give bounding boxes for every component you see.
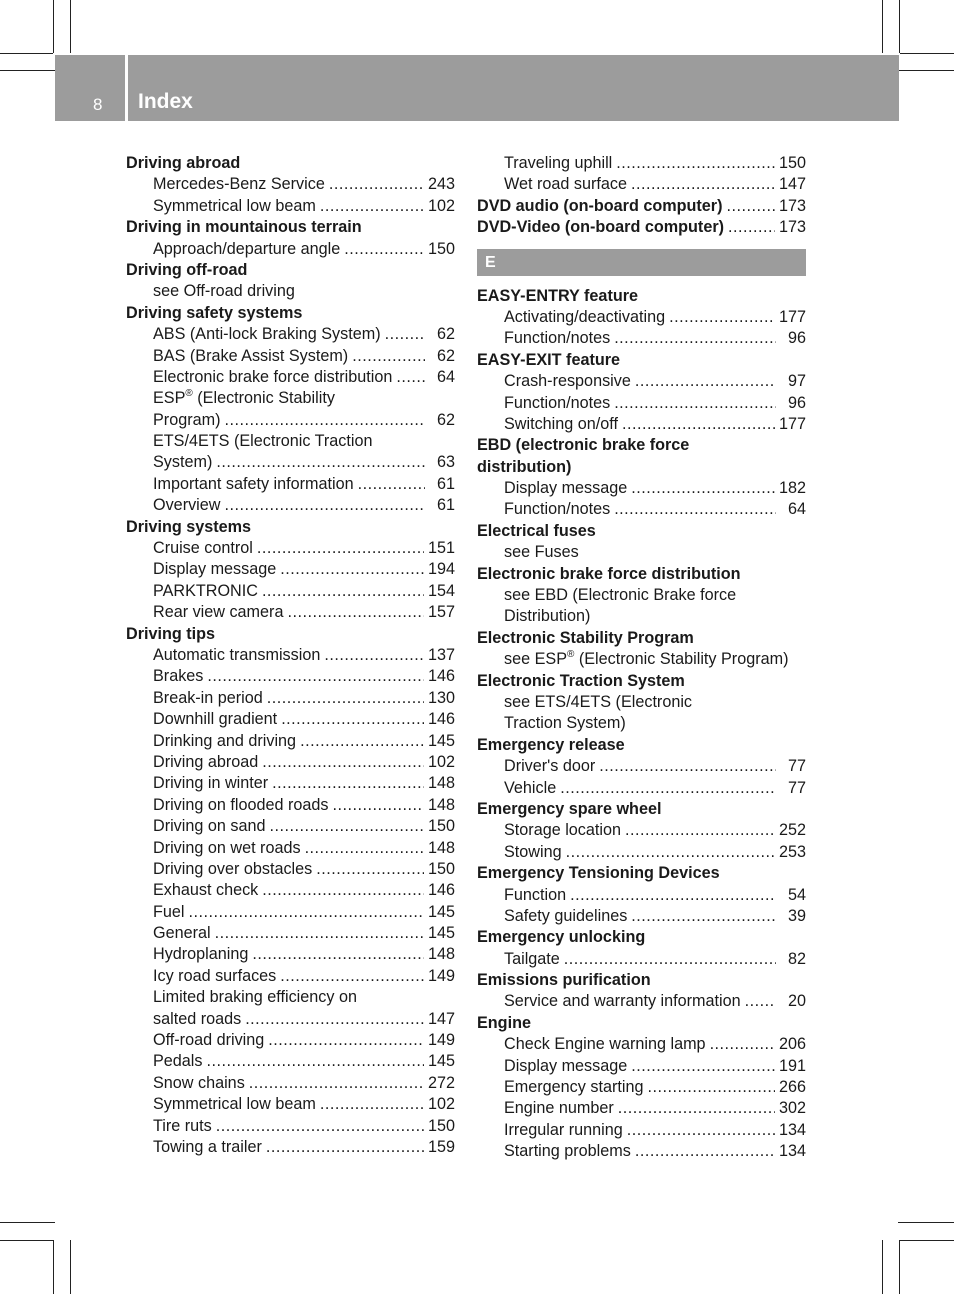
page-ref: 77 [787,757,806,776]
index-entry[interactable]: Vehicle ..... 77 [477,778,806,799]
index-entry[interactable]: Drinking and driving ..... 145 [126,731,455,752]
header-bar [55,55,899,121]
index-entry[interactable]: Snow chains ..... 272 [126,1073,455,1094]
index-entry[interactable]: PARKTRONIC ..... 154 [126,581,455,602]
index-entry[interactable]: Service and warranty information ..... 20 [477,991,806,1012]
index-entry[interactable]: Automatic transmission ..... 137 [126,645,455,666]
page-ref: 96 [787,329,806,348]
see-reference[interactable]: see Fuses [504,543,579,562]
header-divider [125,55,128,121]
index-heading: Driving systems [126,517,252,536]
page-ref: 150 [427,817,455,836]
crop-mark [899,0,900,53]
page-ref: 148 [427,795,455,814]
index-heading: Engine [477,1013,531,1032]
page-ref: 146 [427,881,455,900]
index-heading: Emergency unlocking [477,928,646,947]
index-entry[interactable]: Irregular running ..... 134 [477,1120,806,1141]
crop-mark [900,1240,954,1241]
see-reference[interactable]: see ETS/4ETS (Electronic [504,692,693,711]
index-heading: Driving off-road [126,260,248,279]
page-ref: 253 [778,842,806,861]
index-entry[interactable]: Activating/deactivating ..... 177 [477,307,806,328]
index-heading: EASY-ENTRY feature [477,286,639,305]
page-ref: 77 [787,778,806,797]
page-ref: 150 [427,859,455,878]
index-entry[interactable]: Check Engine warning lamp ..... 206 [477,1034,806,1055]
page-title: Index [138,90,193,113]
crop-mark [70,0,71,53]
index-entry[interactable]: Icy road surfaces ..... 149 [126,966,455,987]
page-ref: 206 [778,1035,806,1054]
index-entry[interactable]: Cruise control ..... 151 [126,538,455,559]
page-ref: 148 [427,945,455,964]
page-ref: 149 [427,1031,455,1050]
index-entry[interactable]: Safety guidelines ..... 39 [477,906,806,927]
index-entry[interactable]: Driving in winter ..... 148 [126,773,455,794]
page-ref: 146 [427,667,455,686]
page-ref: 61 [436,474,455,493]
index-entry[interactable]: Rear view camera ..... 157 [126,602,455,623]
index-entry[interactable]: Downhill gradient ..... 146 [126,709,455,730]
page-ref: 150 [427,1116,455,1135]
page-ref: 130 [427,688,455,707]
index-entry[interactable]: Symmetrical low beam ..... 102 [126,1094,455,1115]
index-heading: Emergency release [477,735,625,754]
index-entry[interactable]: Approach/departure angle ..... 150 [126,239,455,260]
index-entry[interactable]: Display message ..... 182 [477,478,806,499]
index-entry[interactable]: Off-road driving ..... 149 [126,1030,455,1051]
page-ref: 145 [427,731,455,750]
index-entry-line: ESP® (Electronic Stability [153,387,335,408]
index-heading: Driving in mountainous terrain [126,218,362,237]
page-ref: 150 [778,154,806,172]
index-entry[interactable]: Function ..... 54 [477,885,806,906]
index-heading: Electronic Traction System [477,671,685,690]
page-ref: 62 [436,325,455,344]
index-entry[interactable]: Hydroplaning ..... 148 [126,944,455,965]
page-ref: 149 [427,966,455,985]
index-entry[interactable]: Engine number ..... 302 [477,1098,806,1119]
index-heading: EBD (electronic brake force [477,436,690,455]
crop-mark [0,70,55,71]
index-entry[interactable]: Traveling uphill ..... 150 [477,153,806,174]
page-ref: 134 [778,1120,806,1139]
index-entry[interactable]: Driving on flooded roads ..... 148 [126,795,455,816]
page-ref: 146 [427,710,455,729]
index-entry[interactable]: Starting problems ..... 134 [477,1141,806,1162]
index-entry[interactable]: Tire ruts ..... 150 [126,1116,455,1137]
index-entry[interactable]: Mercedes-Benz Service ..... 243 [126,174,455,195]
index-entry-line: Limited braking efficiency on [153,988,357,1007]
crop-mark [0,1222,55,1223]
page-ref: 102 [427,196,455,215]
crop-mark [898,1222,954,1223]
index-heading: Emissions purification [477,971,651,990]
page-ref: 302 [778,1099,806,1118]
page-ref: 63 [436,453,455,472]
page-ref: 147 [427,1009,455,1028]
page-ref: 177 [778,307,806,326]
index-entry[interactable]: System) ..... 63 [126,452,455,473]
index-entry[interactable]: Tailgate ..... 82 [477,949,806,970]
crop-mark [70,1240,71,1294]
page-ref: 137 [427,645,455,664]
index-column-left [126,153,455,1158]
page-ref: 145 [427,902,455,921]
crop-mark [0,1240,53,1241]
crop-mark [53,0,54,53]
index-heading: Emergency spare wheel [477,799,662,818]
crop-mark [0,53,53,54]
see-reference[interactable]: Distribution) [504,607,591,626]
index-entry[interactable]: Break-in period ..... 130 [126,688,455,709]
index-heading: Emergency Tensioning Devices [477,864,720,883]
page-ref: 145 [427,924,455,943]
page-ref: 134 [778,1142,806,1161]
index-entry[interactable]: Switching on/off ..... 177 [477,414,806,435]
page-ref: 64 [436,367,455,386]
crop-mark [898,70,954,71]
index-entry[interactable]: Exhaust check ..... 146 [126,880,455,901]
index-heading: EASY-EXIT feature [477,350,621,369]
page-ref: 151 [427,539,455,558]
page-ref: 148 [427,838,455,857]
index-entry[interactable]: Wet road surface ..... 147 [477,174,806,195]
index-entry[interactable]: Stowing ..... 253 [477,842,806,863]
index-entry[interactable]: Driving abroad ..... 102 [126,752,455,773]
index-entry[interactable]: ABS (Anti-lock Braking System) ..... 62 [126,324,455,345]
page-ref: 173 [778,218,806,237]
page-ref: 150 [427,239,455,258]
index-entry[interactable]: Crash-responsive ..... 97 [477,371,806,392]
index-entry[interactable]: Emergency starting ..... 266 [477,1077,806,1098]
page-ref: 173 [778,196,806,215]
index-entry[interactable]: DVD-Video (on-board computer) ..... 173 [477,217,806,238]
index-entry[interactable]: Function/notes ..... 96 [477,393,806,414]
index-entry[interactable]: Electronic brake force distribution ..... 64 [126,367,455,388]
registered-mark: ® [567,648,575,660]
crop-mark [882,0,883,53]
crop-mark [53,1240,54,1294]
index-heading: Electronic brake force distribution [477,564,741,583]
index-heading: Electrical fuses [477,521,596,540]
page-ref: 39 [787,906,806,925]
index-entry[interactable]: salted roads ..... 147 [126,1009,455,1030]
page-ref: 252 [778,821,806,840]
index-entry[interactable]: Driving on wet roads ..... 148 [126,838,455,859]
page-ref: 148 [427,774,455,793]
registered-mark: ® [185,387,193,399]
index-entry-line: ETS/4ETS (Electronic Traction [153,432,373,451]
index-heading: Electronic Stability Program [477,628,694,647]
index-entry[interactable]: Display message ..... 194 [126,559,455,580]
page-ref: 97 [787,372,806,391]
page-ref: 20 [787,992,806,1011]
see-reference[interactable]: see Off-road driving [153,282,295,301]
index-entry[interactable]: Function/notes ..... 64 [477,499,806,520]
page-ref: 243 [427,175,455,194]
index-heading: Driving abroad [126,154,241,172]
see-reference[interactable]: see ESP® (Electronic Stability Program) [504,648,789,669]
page-ref: 147 [778,175,806,194]
page-ref: 182 [778,479,806,498]
index-column-right [477,153,806,1163]
page-ref: 159 [427,1137,455,1156]
index-heading: distribution) [477,457,572,476]
index-entry[interactable]: Overview ..... 61 [126,495,455,516]
page-ref: 62 [436,346,455,365]
index-entry[interactable]: Program) ..... 62 [126,410,455,431]
page-ref: 64 [787,500,806,519]
page-ref: 154 [427,581,455,600]
page-ref: 102 [427,752,455,771]
page-ref: 191 [778,1056,806,1075]
page-ref: 54 [787,885,806,904]
page-ref: 62 [436,410,455,429]
index-entry[interactable]: Pedals ..... 145 [126,1051,455,1072]
index-entry[interactable]: Towing a trailer ..... 159 [126,1137,455,1158]
index-entry[interactable]: BAS (Brake Assist System) ..... 62 [126,346,455,367]
section-letter-bar: E [477,249,806,276]
page-ref: 96 [787,393,806,412]
page-ref: 272 [427,1073,455,1092]
index-entry[interactable]: Important safety information ..... 61 [126,474,455,495]
page-ref: 145 [427,1052,455,1071]
page-ref: 82 [787,949,806,968]
index-entry[interactable]: Display message ..... 191 [477,1056,806,1077]
index-entry[interactable]: Brakes ..... 146 [126,666,455,687]
index-entry[interactable]: Function/notes ..... 96 [477,328,806,349]
page-ref: 266 [778,1078,806,1097]
index-entry[interactable]: Storage location ..... 252 [477,820,806,841]
crop-mark [882,1240,883,1294]
crop-mark [899,1240,900,1294]
index-entry[interactable]: Driving over obstacles ..... 150 [126,859,455,880]
see-reference[interactable]: see EBD (Electronic Brake force [504,586,737,605]
index-entry[interactable]: Fuel ..... 145 [126,902,455,923]
page-ref: 157 [427,603,455,622]
index-entry[interactable]: General ..... 145 [126,923,455,944]
page-ref: 177 [778,414,806,433]
index-heading: Driving tips [126,624,216,643]
page-number: 8 [93,95,103,114]
page-ref: 61 [436,496,455,515]
index-entry[interactable]: Driver's door ..... 77 [477,756,806,777]
index-entry[interactable]: Symmetrical low beam ..... 102 [126,196,455,217]
crop-mark [900,53,954,54]
index-entry[interactable]: DVD audio (on-board computer) ..... 173 [477,196,806,217]
index-entry[interactable]: Driving on sand ..... 150 [126,816,455,837]
index-heading: Driving safety systems [126,303,303,322]
page-ref: 194 [427,560,455,579]
see-reference[interactable]: Traction System) [504,714,626,733]
page-ref: 102 [427,1095,455,1114]
